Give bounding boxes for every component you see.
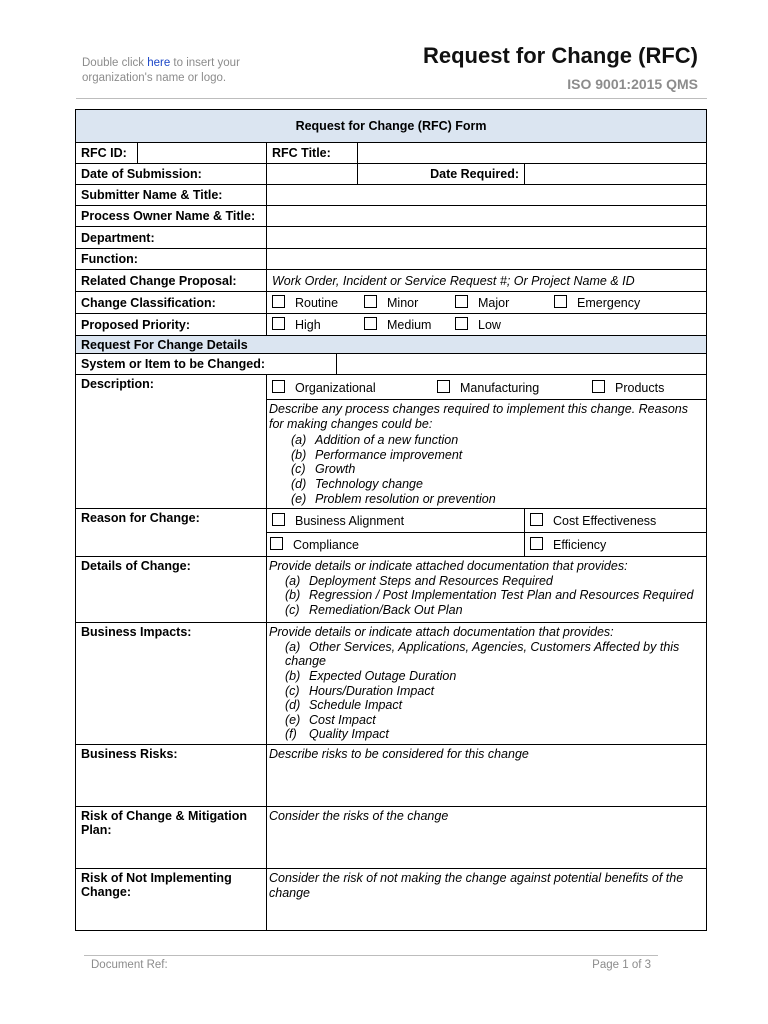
list-item: (e) Problem resolution or prevention <box>291 491 496 506</box>
reason-cost-effectiveness-option[interactable]: Cost Effectiveness <box>525 509 707 533</box>
process-owner-field[interactable] <box>267 206 707 227</box>
manufacturing-checkbox[interactable] <box>437 380 450 393</box>
logo-placeholder[interactable] <box>82 56 282 86</box>
cost-effectiveness-checkbox[interactable] <box>530 513 543 526</box>
mitigation-field[interactable] <box>267 806 707 868</box>
footer-divider <box>84 955 658 956</box>
rfc-title-label: RFC Title: <box>267 143 358 164</box>
function-label: Function: <box>76 249 267 270</box>
rfc-form-table <box>75 109 707 931</box>
priority-label: Proposed Priority: <box>76 314 267 336</box>
date-submission-label: Date of Submission: <box>76 164 267 185</box>
list-item: (b) Performance improvement <box>291 447 463 462</box>
logo-note-suffix: to insert your organization's name or logo. <box>82 57 240 84</box>
business-risks-field[interactable] <box>267 744 707 806</box>
classification-label: Change Classification: <box>76 292 267 314</box>
reason-compliance-option[interactable]: Compliance <box>267 533 525 557</box>
description-manufacturing-option[interactable]: Manufacturing <box>437 380 592 395</box>
minor-checkbox[interactable] <box>364 295 377 308</box>
details-section-heading: Request For Change Details <box>76 336 707 354</box>
risks-instructions: Describe risks to be considered for this change <box>269 746 529 761</box>
reason-business-alignment-option[interactable]: Business Alignment <box>267 509 525 533</box>
priority-medium-option[interactable]: Medium <box>364 317 455 332</box>
system-item-field[interactable] <box>337 354 707 375</box>
document-subtitle: ISO 9001:2015 QMS <box>567 76 698 92</box>
description-organizational-option[interactable]: Organizational <box>272 380 437 395</box>
details-instructions: Provide details or indicate attached documentation that provides: <box>269 559 628 574</box>
list-item: (a) Other Services, Applications, Agencies, Customers Affected by this change <box>285 639 680 669</box>
list-item: (b) Regression / Post Implementation Test Plan and Resources Required <box>285 588 694 603</box>
efficiency-checkbox[interactable] <box>530 537 543 550</box>
description-list <box>269 433 704 506</box>
business-impacts-label: Business Impacts: <box>76 623 267 745</box>
date-submission-field[interactable] <box>267 164 358 185</box>
reason-label: Reason for Change: <box>76 509 267 557</box>
not-implementing-field[interactable] <box>267 868 707 930</box>
document-title: Request for Change (RFC) <box>423 43 698 68</box>
list-item: (c) Remediation/Back Out Plan <box>285 602 463 617</box>
business-impacts-field[interactable] <box>267 623 707 745</box>
submitter-field[interactable] <box>267 185 707 206</box>
priority-options <box>267 314 707 336</box>
list-item: (f) Quality Impact <box>285 727 389 742</box>
system-item-label: System or Item to be Changed: <box>76 354 337 375</box>
rfc-id-label: RFC ID: <box>76 143 138 164</box>
submitter-label: Submitter Name & Title: <box>76 185 267 206</box>
rfc-id-field[interactable] <box>138 143 267 164</box>
page-header <box>0 0 768 100</box>
not-implementing-instructions: Consider the risk of not making the change against potential benefits of the change <box>269 870 684 900</box>
page-number: Page 1 of 3 <box>592 959 651 971</box>
description-field[interactable] <box>267 400 707 509</box>
description-products-option[interactable]: Products <box>592 380 701 395</box>
department-field[interactable] <box>267 227 707 249</box>
mitigation-label: Risk of Change & Mitigation Plan: <box>76 806 267 868</box>
business-alignment-checkbox[interactable] <box>272 513 285 526</box>
list-item: (b) Expected Outage Duration <box>285 668 457 683</box>
list-item: (e) Cost Impact <box>285 712 376 727</box>
logo-note-prefix: Double click <box>82 57 148 69</box>
impacts-list <box>269 640 704 742</box>
classification-routine-option[interactable]: Routine <box>272 295 364 310</box>
high-checkbox[interactable] <box>272 317 285 330</box>
mitigation-instructions: Consider the risks of the change <box>269 808 449 823</box>
list-item: (c) Growth <box>291 462 356 477</box>
classification-options <box>267 292 707 314</box>
list-item: (c) Hours/Duration Impact <box>285 683 435 698</box>
department-label: Department: <box>76 227 267 249</box>
major-checkbox[interactable] <box>455 295 468 308</box>
rfc-title-field[interactable] <box>358 143 707 164</box>
routine-checkbox[interactable] <box>272 295 285 308</box>
process-owner-label: Process Owner Name & Title: <box>76 206 267 227</box>
reason-efficiency-option[interactable]: Efficiency <box>525 533 707 557</box>
document-reference: Document Ref: <box>91 959 168 971</box>
logo-insert-link[interactable]: here <box>147 57 171 69</box>
products-checkbox[interactable] <box>592 380 605 393</box>
medium-checkbox[interactable] <box>364 317 377 330</box>
header-divider <box>76 98 707 99</box>
list-item: (a) Addition of a new function <box>291 433 459 448</box>
date-required-field[interactable] <box>525 164 707 185</box>
related-proposal-field[interactable]: Work Order, Incident or Service Request #; Or Project Name & ID <box>267 270 707 292</box>
classification-major-option[interactable]: Major <box>455 295 554 310</box>
organizational-checkbox[interactable] <box>272 380 285 393</box>
not-implementing-label: Risk of Not Implementing Change: <box>76 868 267 930</box>
details-of-change-label: Details of Change: <box>76 557 267 623</box>
form-heading: Request for Change (RFC) Form <box>76 110 707 143</box>
details-list <box>269 574 704 618</box>
classification-minor-option[interactable]: Minor <box>364 295 455 310</box>
emergency-checkbox[interactable] <box>554 295 567 308</box>
list-item: (d) Schedule Impact <box>285 698 403 713</box>
date-required-label: Date Required: <box>358 164 525 185</box>
description-label: Description: <box>76 375 267 509</box>
business-risks-label: Business Risks: <box>76 744 267 806</box>
related-proposal-label: Related Change Proposal: <box>76 270 267 292</box>
priority-low-option[interactable]: Low <box>455 317 701 332</box>
classification-emergency-option[interactable]: Emergency <box>554 295 701 310</box>
impacts-instructions: Provide details or indicate attach documentation that provides: <box>269 625 614 640</box>
list-item: (a) Deployment Steps and Resources Required <box>285 573 553 588</box>
list-item: (d) Technology change <box>291 476 423 491</box>
low-checkbox[interactable] <box>455 317 468 330</box>
function-field[interactable] <box>267 249 707 270</box>
priority-high-option[interactable]: High <box>272 317 364 332</box>
details-of-change-field[interactable] <box>267 557 707 623</box>
description-options <box>267 375 707 400</box>
description-instructions: Describe any process changes required to implement this change. Reasons for making changes could be: <box>269 402 688 431</box>
compliance-checkbox[interactable] <box>270 537 283 550</box>
